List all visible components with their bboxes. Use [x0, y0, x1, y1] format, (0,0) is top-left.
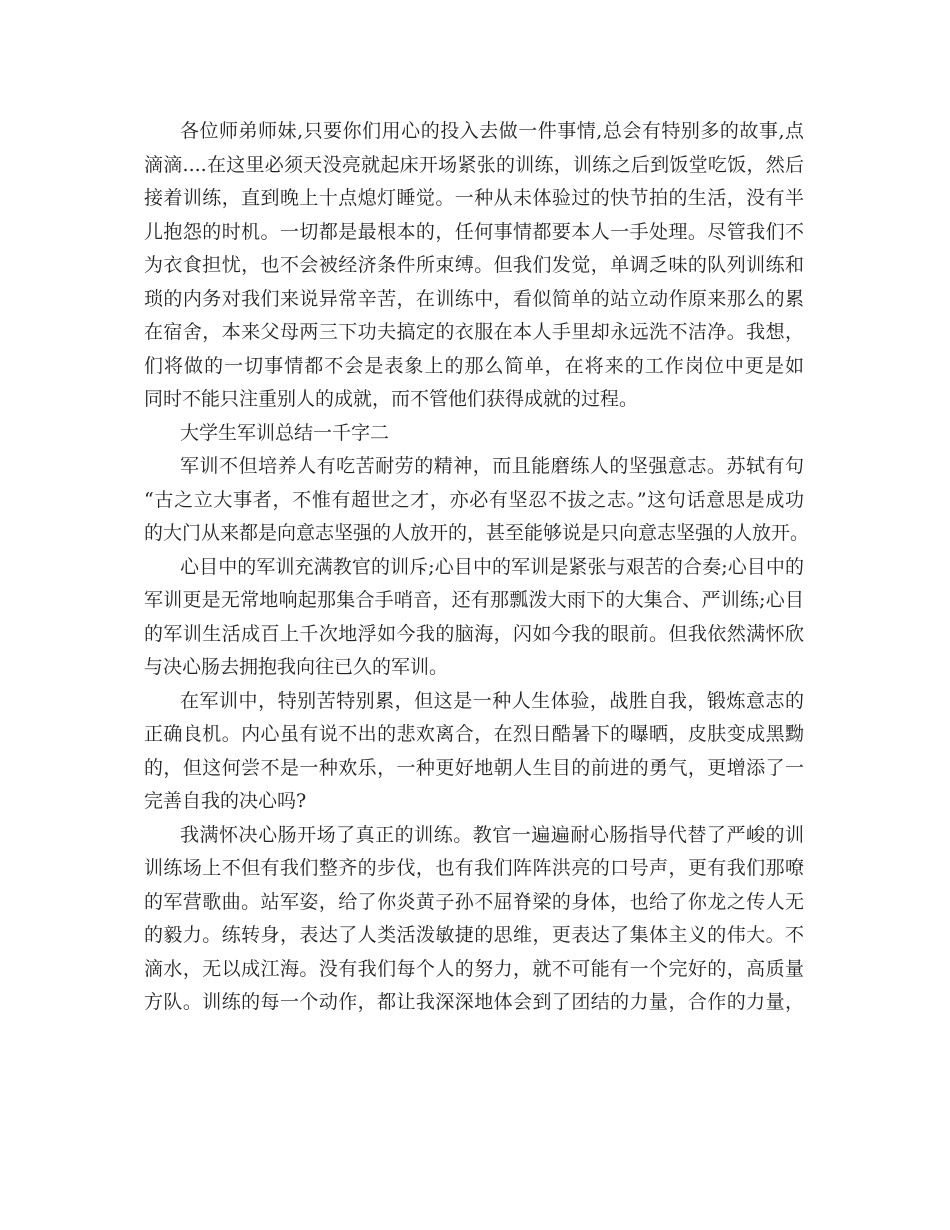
- paragraph-first-line: 我满怀决心肠开场了真正的训练。教官一遍遍耐心肠指导代替了严峻的训: [180, 823, 804, 846]
- text-line: 军训更是无常地响起那集合手哨音，还有那瓢泼大雨下的大集合、严训练;心目: [144, 589, 804, 611]
- document-body: [144, 115, 810, 1020]
- text-line: 滴滴....在这里必须天没亮就起床开场紧张的训练，训练之后到饭堂吃饭，然后: [144, 153, 804, 176]
- paragraph-first-line: 大学生军训总结一千字二: [180, 421, 390, 444]
- text-line: 训练场上不但有我们整齐的步伐，也有我们阵阵洪亮的口号声，更有我们那嘹: [144, 857, 804, 879]
- text-line: 滴水，无以成江海。没有我们每个人的努力，就不可能有一个完好的，高质量: [144, 957, 804, 980]
- text-line: 完善自我的决心吗?: [144, 790, 307, 812]
- text-line: 的大门从来都是向意志坚强的人放开的，甚至能够说是只向意志坚强的人放开。: [144, 522, 810, 544]
- text-line: 们将做的一切事情都不会是表象上的那么简单，在将来的工作岗位中更是如: [144, 354, 804, 377]
- text-line: 同时不能只注重别人的成就，而不管他们获得成就的过程。: [144, 388, 639, 410]
- text-line: 的军训生活成百上千次地浮如今我的脑海，闪如今我的眼前。但我依然满怀欣: [144, 622, 804, 645]
- paragraph-first-line: 在军训中，特别苦特别累，但这是一种人生体验，战胜自我，锻炼意志的: [180, 689, 804, 712]
- text-line: 方队。训练的每一个动作，都让我深深地体会到了团结的力量，合作的力量，: [144, 991, 804, 1013]
- text-line: 儿抱怨的时机。一切都是最根本的，任何事情都要本人一手处理。尽管我们不: [144, 220, 804, 243]
- text-line: “古之立大事者，不惟有超世之才，亦必有坚忍不拔之志。”这句话意思是成功: [144, 488, 804, 511]
- text-line: 接着训练，直到晚上十点熄灯睡觉。一种从未体验过的快节拍的生活，没有半: [144, 187, 804, 209]
- paragraph-first-line: 各位师弟师妹,只要你们用心的投入去做一件事情,总会有特别多的故事,点: [180, 120, 804, 142]
- text-line: 琐的内务对我们来说异常辛苦，在训练中，看似简单的站立动作原来那么的累: [144, 287, 804, 310]
- text-line: 与决心肠去拥抱我向往已久的军训。: [144, 656, 449, 678]
- text-line: 的毅力。练转身，表达了人类活泼敏捷的思维，更表达了集体主义的伟大。不: [144, 924, 804, 946]
- paragraph-first-line: 军训不但培养人有吃苦耐劳的精神，而且能磨练人的坚强意志。苏轼有句: [180, 455, 804, 477]
- text-line: 在宿舍，本来父母两三下功夫搞定的衣服在本人手里却永远洗不洁净。我想，: [144, 321, 804, 343]
- text-line: 的，但这何尝不是一种欢乐，一种更好地朝人生目的前进的勇气，更增添了一: [144, 756, 804, 779]
- paragraph-first-line: 心目中的军训充满教官的训斥;心目中的军训是紧张与艰苦的合奏;心目中的: [180, 555, 804, 578]
- text-line: 的军营歌曲。站军姿，给了你炎黄子孙不屈脊梁的身体，也给了你龙之传人无: [144, 890, 804, 913]
- text-line: 为衣食担忧，也不会被经济条件所束缚。但我们发觉，单调乏味的队列训练和: [144, 254, 804, 276]
- text-line: 正确良机。内心虽有说不出的悲欢离合，在烈日酷暑下的曝晒，皮肤变成黑黝: [144, 723, 804, 745]
